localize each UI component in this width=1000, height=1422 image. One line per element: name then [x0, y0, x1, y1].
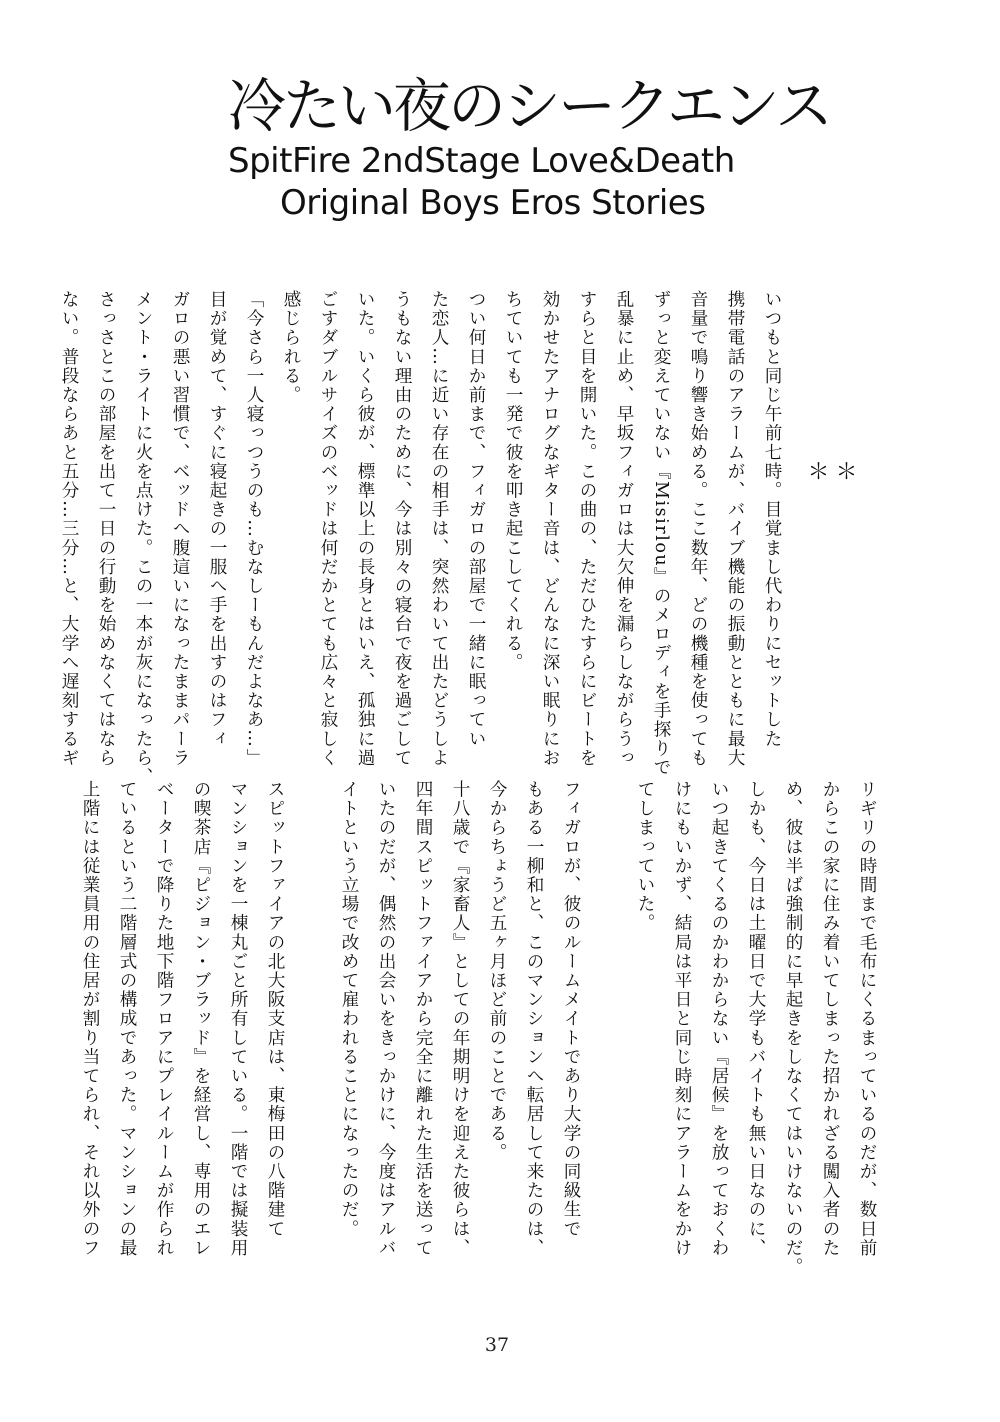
subtitle-line-1: SpitFire 2ndStage Love&Death — [228, 141, 735, 181]
text-line: いた。いくら彼が、標準以上の長身とはいえ、孤独に過 — [355, 290, 375, 768]
text-line: 音量で鳴り響き始める。ここ数年、どの機種を使っても — [688, 290, 708, 768]
text-line: ベーターで降りた地下階フロアにプレイルームが作られ — [154, 780, 174, 1258]
page-title: 冷たい夜のシークエンス — [228, 72, 831, 140]
text-line: の喫茶店『ピジョン・ブラッド』を経営し、専用のエレ — [191, 780, 211, 1258]
text-line: すらと目を開いた。この曲の、ただひたすらにビートを — [577, 290, 597, 768]
text-line — [293, 780, 330, 1320]
text-line: もある一柳和と、このマンションへ転居して来たのは、 — [524, 780, 544, 1258]
text-line: いつ起きてくるのかわからない『居候』を放っておくわ — [709, 780, 729, 1258]
text-line: 携帯電話のアラームが、バイブ機能の振動とともに最大 — [725, 290, 745, 768]
text-line: いたのだが、偶然の出会いをきっかけに、今度はアルバ — [376, 780, 396, 1258]
text-line: 十八歳で『家畜人』としての年期明けを迎えた彼らは、 — [450, 780, 470, 1258]
lower-text-column — [80, 780, 885, 1320]
text-line: 感じられる。 — [281, 290, 301, 405]
page-number: 37 — [484, 1334, 510, 1356]
text-line: さっさとこの部屋を出て一日の行動を始めなくてはなら — [96, 290, 116, 768]
section-break-asterisks: ＊＊ — [804, 460, 857, 534]
text-line: ずっと変えていない『Misirlou』のメロディを手探りで — [651, 290, 671, 778]
upper-text-column — [59, 290, 790, 790]
text-line: うもない理由のために、今は別々の寝台で夜を過ごして — [392, 290, 412, 768]
text-line: いつもと同じ午前七時。目覚まし代わりにセットした — [762, 290, 782, 749]
text-line: けにもいかず、結局は平日と同じ時刻にアラームをかけ — [672, 780, 692, 1258]
text-line: てしまっていた。 — [635, 780, 655, 933]
text-line: た恋人…に近い存在の相手は、突然わいて出たどうしよ — [429, 290, 449, 768]
text-line: ちていても一発で彼を叩き起こしてくれる。 — [503, 290, 523, 672]
text-line — [589, 780, 626, 1320]
text-line: 四年間スピットファイアから完全に離れた生活を送って — [413, 780, 433, 1258]
text-line: 乱暴に止め、早坂フィガロは大欠伸を漏らしながらうっ — [614, 290, 634, 768]
text-line: スピットファイアの北大阪支店は、東梅田の八階建て — [265, 780, 285, 1239]
text-line: しかも、今日は土曜日で大学もバイトも無い日なのに、 — [746, 780, 766, 1258]
text-line: ない。普段ならあと五分…三分…と、大学へ遅刻するギ — [59, 290, 79, 768]
text-line: フィガロが、彼のルームメイトであり大学の同級生で — [561, 780, 581, 1239]
text-line: 目が覚めて、すぐに寝起きの一服へ手を出すのはフィ — [207, 290, 227, 749]
text-line: メント・ライトに火を点けた。この一本が灰になったら、 — [133, 290, 153, 787]
text-line: リギリの時間まで毛布にくるまっているのだが、数日前 — [857, 780, 877, 1258]
subtitle-line-2: Original Boys Eros Stories — [280, 183, 706, 223]
text-line: からこの家に住み着いてしまった招かれざる闖入者のた — [820, 780, 840, 1258]
text-line: ているという二階層式の構成であった。マンションの最 — [117, 780, 137, 1258]
text-line: イトという立場で改めて雇われることになったのだ。 — [339, 780, 359, 1239]
text-line: め、彼は半ば強制的に早起きをしなくてはいけないのだ。 — [783, 780, 803, 1277]
text-line: ガロの悪い習慣で、ベッドへ腹這いになったままパーラ — [170, 290, 190, 768]
text-line: 効かせたアナログなギター音は、どんなに深い眠りにお — [540, 290, 560, 768]
text-line: ごすダブルサイズのベッドは何だかとても広々と寂しく — [318, 290, 338, 768]
text-line: つい何日か前まで、フィガロの部屋で一緒に眠ってい — [466, 290, 486, 749]
text-line: マンションを一棟丸ごと所有している。一階では擬装用 — [228, 780, 248, 1258]
text-line: 上階には従業員用の住居が割り当てられ、それ以外のフ — [80, 780, 100, 1258]
text-line: 「今さら一人寝っつうのも…むなしーもんだよなあ…」 — [244, 290, 264, 768]
text-line: 今からちょうど五ヶ月ほど前のことである。 — [487, 780, 507, 1162]
